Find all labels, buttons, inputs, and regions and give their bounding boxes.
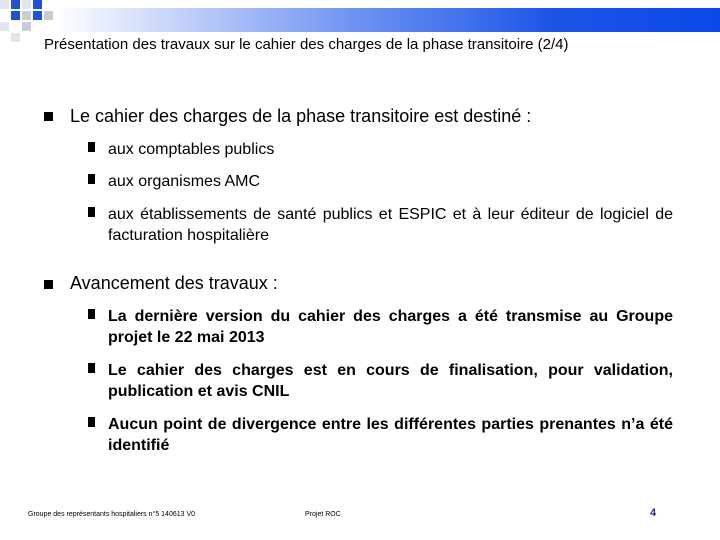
section1-item: aux organismes AMC [108,173,261,190]
bullet-square-icon [44,280,53,289]
slide-title: Présentation des travaux sur le cahier des charges de la phase transitoire (2/4) [44,36,569,53]
section2-item: La dernière version du cahier des charges a été transmise au Groupe projet le 22 mai 2013 [108,308,673,346]
bullet-square-icon [88,417,95,427]
section1-item: aux établissements de santé publics et ESPIC et à leur éditeur de logiciel de facturation hospitalière [108,206,673,244]
bullet-square-icon [88,309,95,319]
section1-item: aux comptables publics [108,141,275,158]
page-number: 4 [650,507,657,519]
header-gradient-bar [54,8,720,32]
footer-left-text: Groupe des représentants hospitaliers n°5 140613 V0 [28,511,196,518]
footer-center-text: Projet ROC [305,511,341,518]
section2-heading: Avancement des travaux : [70,273,278,293]
bullet-square-icon [88,174,95,184]
bullet-square-icon [88,363,95,373]
section2-item: Aucun point de divergence entre les différentes parties prenantes n’a été identifié [108,416,673,454]
section1-heading: Le cahier des charges de la phase transitoire est destiné : [70,106,532,126]
bullet-square-icon [88,142,95,152]
bullet-square-icon [88,207,95,217]
section2-item: Le cahier des charges est en cours de finalisation, pour validation, publication et avis CNIL [108,362,673,400]
bullet-square-icon [44,112,53,121]
